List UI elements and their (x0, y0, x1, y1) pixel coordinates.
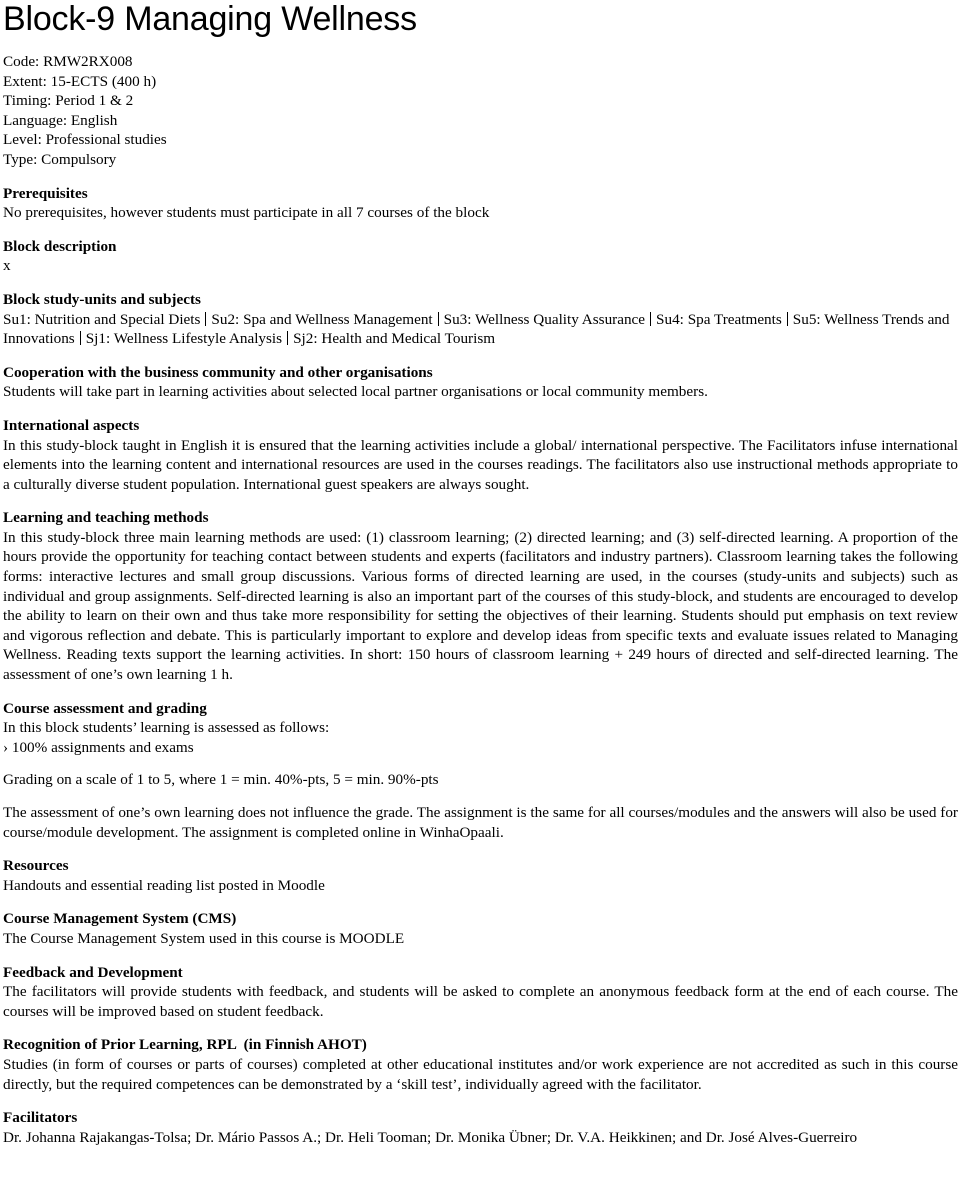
cooperation-text: Students will take part in learning activities about selected local partner organisations or local community members. (3, 383, 708, 401)
facilitators-section (3, 1108, 958, 1147)
prerequisites-heading: Prerequisites (3, 184, 88, 202)
assessment-intro: In this block students’ learning is assessed as follows: (3, 719, 330, 737)
resources-section (3, 856, 958, 895)
separator (205, 312, 206, 326)
study-units-heading: Block study-units and subjects (3, 290, 201, 308)
study-units-section (3, 290, 958, 349)
feedback-section (3, 963, 958, 1022)
meta-level: Level: Professional studies (3, 131, 167, 149)
feedback-heading: Feedback and Development (3, 963, 183, 981)
list-item: › 100% assignments and exams (3, 738, 958, 758)
rpl-heading: Recognition of Prior Learning, RPL (in Finnish AHOT) (3, 1036, 367, 1054)
assessment-list (3, 738, 958, 758)
facilitators-heading: Facilitators (3, 1109, 78, 1127)
study-unit-item: Su3: Wellness Quality Assurance (443, 310, 646, 328)
separator (787, 312, 788, 326)
study-unit-item: Su4: Spa Treatments (656, 310, 782, 328)
grading-text: Grading on a scale of 1 to 5, where 1 = min. 40%-pts, 5 = min. 90%-pts (3, 771, 439, 789)
meta-extent: Extent: 15-ECTS (400 h) (3, 72, 157, 90)
resources-heading: Resources (3, 857, 69, 875)
rpl-section (3, 1035, 958, 1094)
learning-text: In this study-block three main learning methods are used: (1) classroom learning; (2) directed learning; and (3) self-directed learning. A proportion of the hours provide the opportunity for teaching contact between students and experts (facilitators and industry partners). Classroom learning takes the following forms: interactive lectures and small group discussions. Various forms of directed learning are used, in the courses (study-units and subjects) such as individual and group assignments. Self-directed learning is also an important part of the courses of this study-block, and students are encouraged to develop the ability to learn on their own and thus take more responsibility for setting the objectives of their learning. Students should put emphasis on text review and vigorous reflection and debate. This is particularly important to explore and develop ideas from specific texts and evaluate issues related to Managing Wellness. Reading texts support the learning activities. In short: 150 hours of classroom learning + 249 hours of directed and self-directed learning. The assessment of one’s own learning 1 h. (3, 528, 958, 684)
separator (80, 331, 81, 345)
study-unit-item: Su2: Spa and Wellness Management (211, 310, 433, 328)
cooperation-section (3, 363, 958, 402)
block-description-heading: Block description (3, 237, 117, 255)
international-section (3, 416, 958, 494)
block-description-text: x (3, 257, 11, 275)
learning-heading: Learning and teaching methods (3, 509, 209, 527)
cms-section (3, 909, 958, 948)
study-units-list (3, 310, 958, 349)
learning-section (3, 508, 958, 684)
assessment-section (3, 699, 958, 843)
international-heading: International aspects (3, 416, 140, 434)
study-unit-item: Su5: Wellness Trends and Innovations (3, 310, 950, 348)
resources-text: Handouts and essential reading list posted in Moodle (3, 876, 325, 894)
document-page (3, 0, 958, 1147)
separator (650, 312, 651, 326)
international-text: In this study-block taught in English it is ensured that the learning activities include a global/ international perspective. The Facilitators infuse international elements into the learning content and international resources are used in the courses readings. The facilitators also use instructional methods appropriate to a culturally diverse student population. International guest speakers are always sought. (3, 436, 958, 493)
prerequisites-text: No prerequisites, however students must participate in all 7 courses of the block (3, 204, 490, 222)
facilitators-text: Dr. Johanna Rajakangas-Tolsa; Dr. Mário Passos A.; Dr. Heli Tooman; Dr. Monika Übner; Dr. V.A. Heikkinen; and Dr. José Alves-Guerreiro (3, 1128, 858, 1146)
prerequisites-section (3, 184, 958, 223)
separator (287, 331, 288, 345)
assessment-heading: Course assessment and grading (3, 699, 207, 717)
page-title: Block-9 Managing Wellness (3, 0, 417, 38)
meta-language: Language: English (3, 111, 118, 129)
feedback-text: The facilitators will provide students with feedback, and students will be asked to complete an anonymous feedback form at the end of each course. The courses will be improved based on student feedback. (3, 983, 958, 1020)
cms-text: The Course Management System used in this course is MOODLE (3, 929, 405, 947)
rpl-text: Studies (in form of courses or parts of courses) completed at other educational institutes and/or work experience are not accredited as such in this course directly, but the required competences can be demonstrated by a ‘skill test’, individually agreed with the facilitator. (3, 1055, 958, 1093)
self-assessment-text: The assessment of one’s own learning does not influence the grade. The assignment is the same for all courses/modules and the answers will also be used for course/module development. The assignment is completed online in WinhaOpaali. (3, 804, 958, 841)
block-meta (3, 52, 958, 170)
meta-code: Code: RMW2RX008 (3, 53, 133, 70)
cms-heading: Course Management System (CMS) (3, 910, 237, 928)
meta-timing: Timing: Period 1 & 2 (3, 92, 134, 110)
study-unit-item: Sj2: Health and Medical Tourism (293, 330, 496, 348)
study-unit-item: Su1: Nutrition and Special Diets (3, 310, 201, 328)
separator (438, 312, 439, 326)
study-unit-item: Sj1: Wellness Lifestyle Analysis (85, 330, 283, 348)
meta-type: Type: Compulsory (3, 150, 117, 168)
cooperation-heading: Cooperation with the business community and other organisations (3, 363, 433, 381)
block-description-section (3, 237, 958, 276)
